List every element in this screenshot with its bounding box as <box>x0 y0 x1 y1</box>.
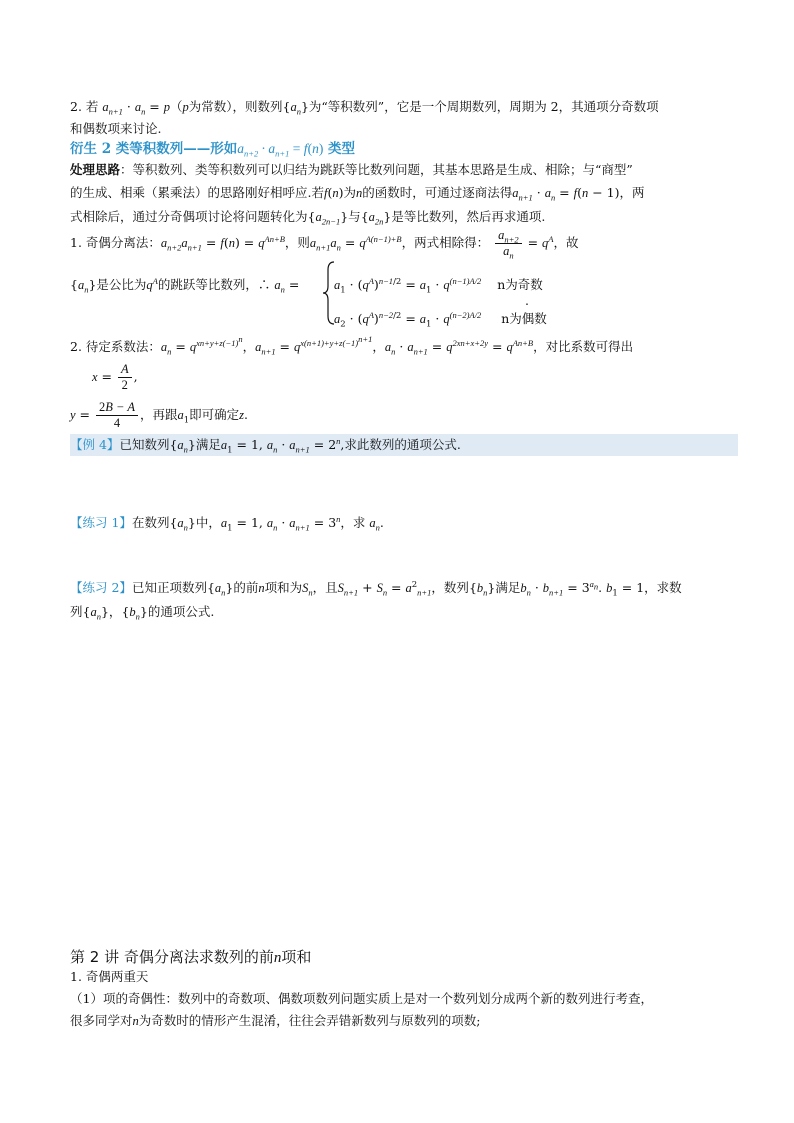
example-4-tag: 【例 4】 <box>70 437 120 452</box>
lecture-2-title: 第 2 讲 奇偶分离法求数列的前n项和 <box>70 948 312 966</box>
lecture-2-paragraph: （1）项的奇偶性：数列中的奇数项、偶数项数列问题实质上是对一个数列划分成两个新的数列进行考查， 很多同学对n为奇数时的情形产生混淆，往往会弄错新数列与原数列的项数; <box>70 991 653 1028</box>
y-value: y = $\frac{2B - A}{4}$ ，再跟$a_1$即可确定z. <box>70 400 249 430</box>
method-2-line: 2. 待定系数法：$a_n = q^{xn+y+z(-1)^n}$，$a_{n+1} = q^{x(n+1)+y+z(-1)^{n+1}}$，$a_n \cdot a_{n+1} = q^{2xn+x+2y} = q^{An+B}$，对比系数可得出 <box>70 334 634 357</box>
practice-2-tag: 【练习 2】 <box>70 580 132 595</box>
method-1-cases-intro: $\{a_n\}$是公比为$q^A$的跳跃等比数列，∴ $a_n$ = <box>70 275 300 295</box>
practice-1-tag: 【练习 1】 <box>70 515 132 530</box>
practice-2: 【练习 2】已知正项数列$\{a_n\}$的前n项和为$S_n$，且$S_{n+1} + S_n = a^2_{n+1}$，数列$\{b_n\}$满足$b_n \cdot b_{n+1} = 3^{a_n}$. $b_1 = 1$，求数 列$\{a_n\}$，$\{b_n\}$的通项公式. <box>70 578 682 622</box>
lecture-2-subheading: 1. 奇偶两重天 <box>70 969 149 984</box>
case-odd: $a_1 \cdot (q^A)^{n-1/2} = a_1 \cdot q^{(n-1)A/2}$ n为奇数 <box>334 275 543 296</box>
idea-paragraph: 处理思路：等积数列、类等积数列可以归结为跳跃等比数列问题，其基本思路是生成、相除；与“商型” 的生成、相乘（累乘法）的思路刚好相呼应.若f(n)为n的函数时，可通过逐商法得$a_{n+1} \cdot a_n = f(n - 1)$，两 式相除后，通过分奇偶项讨论将问题转化为$\{a_{2n-1}\}$与$\{a_{2n}\}$是等比数列，然后再求通项. <box>70 162 645 227</box>
cases-period: . <box>525 293 529 308</box>
case-even: $a_2 \cdot (q^A)^{n-2/2} = a_1 \cdot q^{(n-2)A/2}$ n为偶数 <box>334 309 547 330</box>
practice-1: 【练习 1】在数列$\{a_n\}$中，$a_1 = 1$, $a_n \cdot a_{n+1} = 3^n$，求 $a_n$. <box>70 513 384 534</box>
x-value: x = $\frac{A}{2}$ , <box>92 362 138 392</box>
method-1-line: 1. 奇偶分离法：$a_{n+2}a_{n+1} = f(n) = q^{An+B}$，则$a_{n+1}a_n = q^{A(n-1)+B}$，两式相除得： $\frac{a_{n+2}}{a_n}$ = $q^A$，故 <box>70 228 579 261</box>
paragraph-equal-product: 2. 若 $a_{n+1} \cdot a_n = p(p$为常数），则数列$\{a_n\}$为“等积数列”，它是一个周期数列，周期为 2，其通项分奇数项 和偶数项来讨论. <box>70 99 659 136</box>
example-4-bar: 【例 4】已知数列$\{a_n\}$满足$a_1 = 1$, $a_n \cdot a_{n+1} = 2^n$,求此数列的通项公式. <box>70 434 738 456</box>
section-title: 衍生 2 类等积数列——形如$a_{n+2} \cdot a_{n+1} = f(n)$ 类型 <box>70 141 356 159</box>
